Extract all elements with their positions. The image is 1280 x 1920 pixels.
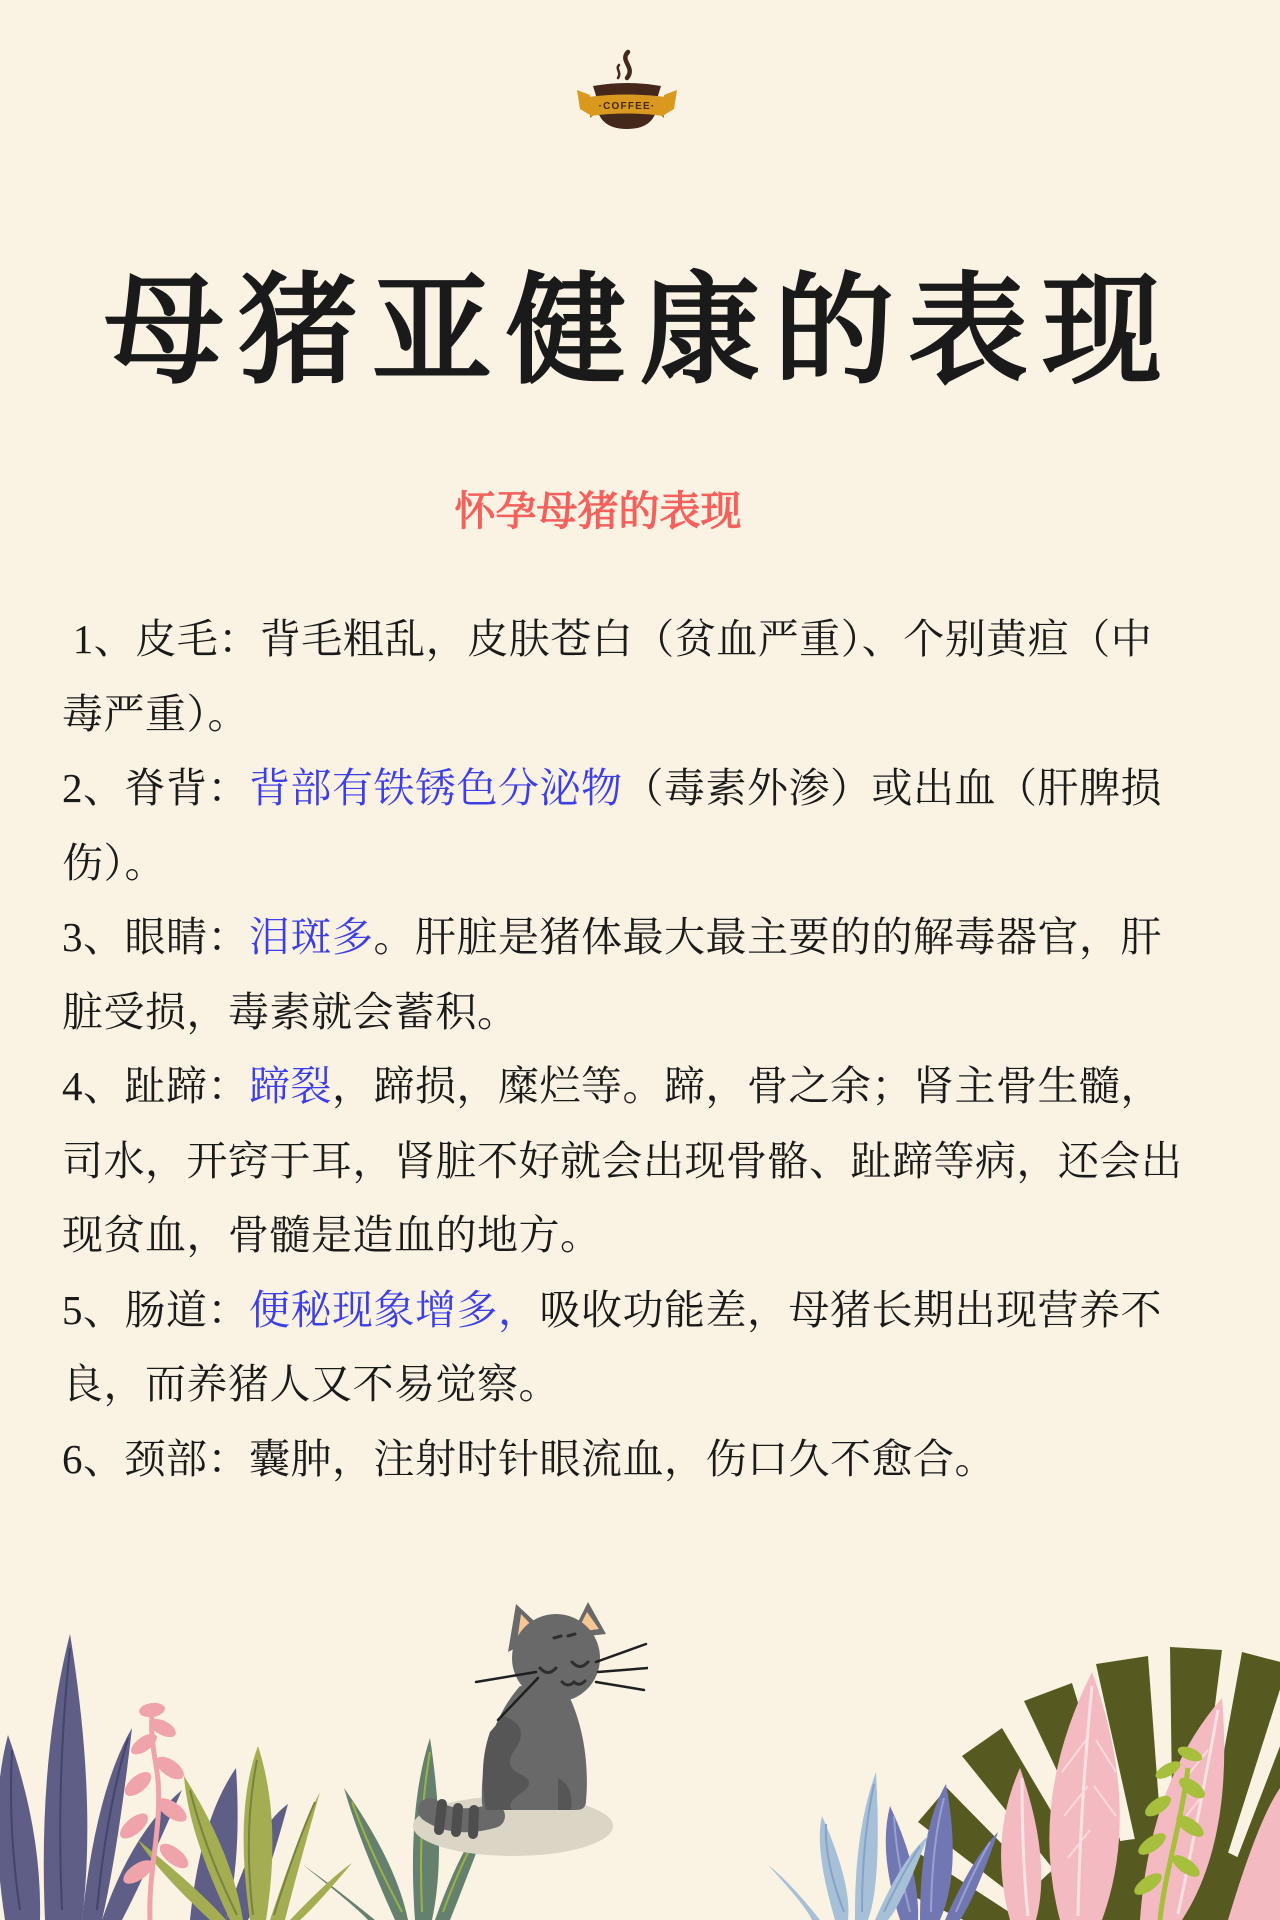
body-text [62, 606, 1237, 1500]
text-segment: 6、颈部：囊肿，注射时针眼流血，伤口久不愈合。 [62, 1435, 996, 1482]
page-title: 母猪亚健康的表现 [104, 265, 1176, 398]
text-segment: 现贫血，骨髓是造血的地方。 [62, 1212, 602, 1258]
text-segment: 毒严重）。 [62, 690, 249, 737]
body-line [62, 755, 1237, 830]
steam-icon [618, 52, 630, 78]
plants-right-illustration [760, 1620, 1280, 1920]
subtitle: 怀孕母猪的表现 [454, 488, 742, 534]
text-segment: 1、皮毛：背毛粗乱，皮肤苍白（贫血严重）、个别黄疸（中 [62, 616, 1153, 662]
text-segment: 2、脊背： [62, 765, 249, 811]
highlighted-text: 便秘现象增多， [249, 1286, 540, 1333]
cat-illustration [408, 1598, 648, 1860]
body-line [62, 904, 1237, 979]
body-line [62, 1277, 1237, 1352]
highlighted-text: 蹄裂 [249, 1063, 332, 1109]
text-segment: 伤）。 [62, 839, 166, 886]
coffee-logo [575, 48, 679, 142]
highlighted-text: 泪斑多 [249, 914, 374, 960]
coffee-banner-text: ·COFFEE· [598, 101, 656, 112]
cat-tail [430, 1804, 493, 1834]
text-segment: 吸收功能差，母猪长期出现营养不 [539, 1286, 1162, 1333]
body-line [62, 1351, 1237, 1426]
text-segment: 良，而养猪人又不易觉察。 [62, 1361, 560, 1407]
coffee-cup-icon [575, 48, 679, 142]
cat-body [482, 1686, 587, 1810]
text-segment: ，蹄损，糜烂等。蹄，骨之余；肾主骨生髓， [332, 1063, 1162, 1109]
body-line [62, 1426, 1237, 1501]
text-segment: 。肝脏是猪体最大最主要的的解毒器官，肝 [373, 914, 1162, 960]
text-segment: 3、眼睛： [62, 914, 249, 960]
text-segment: 司水，开窍于耳，肾脏不好就会出现骨骼、趾蹄等病，还会出 [62, 1137, 1183, 1184]
body-line [62, 681, 1237, 756]
text-segment: 脏受损，毒素就会蓄积。 [62, 988, 519, 1035]
text-segment: （毒素外渗）或出血（肝脾损 [622, 765, 1162, 811]
body-line [62, 979, 1237, 1054]
text-segment: 4、趾蹄： [62, 1063, 249, 1109]
body-line [62, 1053, 1237, 1128]
text-segment: 5、肠道： [62, 1286, 249, 1333]
body-line [62, 606, 1237, 681]
body-line [62, 1202, 1237, 1277]
highlighted-text: 背部有铁锈色分泌物 [249, 765, 623, 811]
body-line [62, 830, 1237, 905]
body-line [62, 1128, 1237, 1203]
